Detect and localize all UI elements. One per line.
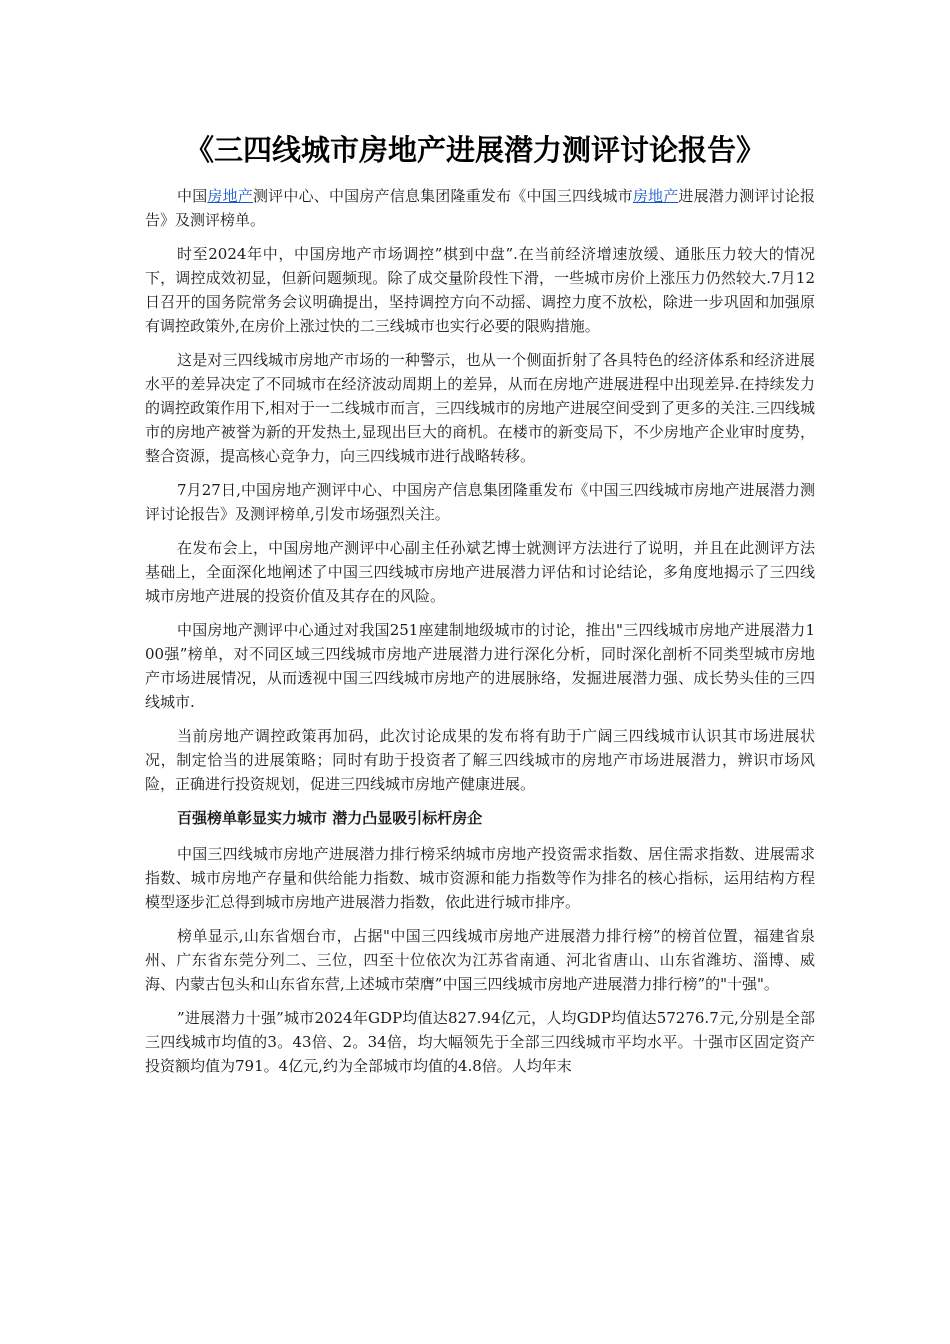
- document-body: [145, 184, 815, 1088]
- intro-paragraph: [145, 184, 815, 232]
- intro-text-1: 中国: [177, 187, 208, 205]
- real-estate-link-1[interactable]: 房地产: [207, 187, 253, 205]
- section-subheading: 百强榜单彰显实力城市 潜力凸显吸引标杆房企: [177, 809, 483, 827]
- paragraph-top-100: 中国房地产测评中心通过对我国251座建制地级城市的讨论，推出"三四线城市房地产进展潜力100强”榜单，对不同区域三四线城市房地产进展潜力进行深化分析，同时深化剖析不同类型城市房地产市场进展情况，从而透视中国三四线城市房地产的进展脉络，发掘进展潜力强、成长势头佳的三四线城市.: [145, 621, 815, 711]
- intro-text-2: 测评中心、中国房产信息集团隆重发布《中国三四线城市: [252, 187, 633, 205]
- paragraph-top-ten-gdp: ”进展潜力十强”城市2024年GDP均值达827.94亿元，人均GDP均值达57276.7元,分别是全部三四线城市均值的3。43倍、2。34倍，均大幅领先于全部三四线城市平均水平。十强市区固定资产投资额均值为791。4亿元,约为全部城市均值的4.8倍。人均年末: [145, 1009, 815, 1075]
- paragraph-policy: 当前房地产调控政策再加码，此次讨论成果的发布将有助于广阔三四线城市认识其市场进展状况，制定恰当的进展策略；同时有助于投资者了解三四线城市的房地产市场进展潜力，辨识市场风险，正确进行投资规划，促进三四线城市房地产健康进展。: [145, 727, 815, 793]
- paragraph-press-conference: 在发布会上，中国房地产测评中心副主任孙斌艺博士就测评方法进行了说明，并且在此测评方法基础上，全面深化地阐述了中国三四线城市房地产进展潜力评估和讨论结论，多角度地揭示了三四线城市房地产进展的投资价值及其存在的风险。: [145, 539, 815, 605]
- paragraph-ranking-method: 中国三四线城市房地产进展潜力排行榜采纳城市房地产投资需求指数、居住需求指数、进展需求指数、城市房地产存量和供给能力指数、城市资源和能力指数等作为排名的核心指标，运用结构方程模型逐步汇总得到城市房地产进展潜力指数，依此进行城市排序。: [145, 845, 815, 911]
- real-estate-link-2[interactable]: 房地产: [632, 187, 679, 205]
- paragraph-release: 7月27日,中国房地产测评中心、中国房产信息集团隆重发布《中国三四线城市房地产进展潜力测评讨论报告》及测评榜单,引发市场强烈关注。: [145, 481, 815, 523]
- paragraph-ranking-results: 榜单显示,山东省烟台市，占据"中国三四线城市房地产进展潜力排行榜”的榜首位置，福建省泉州、广东省东莞分列二、三位，四至十位依次为江苏省南通、河北省唐山、山东省潍坊、淄博、威海、内蒙古包头和山东省东营,上述城市荣膺”中国三四线城市房地产进展潜力排行榜”的"十强"。: [145, 927, 815, 993]
- paragraph-market-regulation: 时至2024年中，中国房地产市场调控”棋到中盘”.在当前经济增速放缓、通胀压力较大的情况下，调控成效初显，但新问题频现。除了成交量阶段性下滑，一些城市房价上涨压力仍然较大.7月12日召开的国务院常务会议明确提出，坚持调控方向不动摇、调控力度不放松，除进一步巩固和加强原有调控政策外,在房价上涨过快的二三线城市也实行必要的限购措施。: [145, 245, 815, 335]
- intro-text-3: 进展潜力测评讨论报告》及测评榜单。: [145, 187, 815, 229]
- document-title: 《三四线城市房地产进展潜力测评讨论报告》: [184, 133, 765, 167]
- paragraph-warning: 这是对三四线城市房地产市场的一种警示，也从一个侧面折射了各具特色的经济体系和经济进展水平的差异决定了不同城市在经济波动周期上的差异，从而在房地产进展进程中出现差异.在持续发力的调控政策作用下,相对于一二线城市而言，三四线城市的房地产进展空间受到了更多的关注.三四线城市的房地产被誉为新的开发热土,显现出巨大的商机。在楼市的新变局下，不少房地产企业审时度势，整合资源，提高核心竞争力，向三四线城市进行战略转移。: [145, 351, 815, 465]
